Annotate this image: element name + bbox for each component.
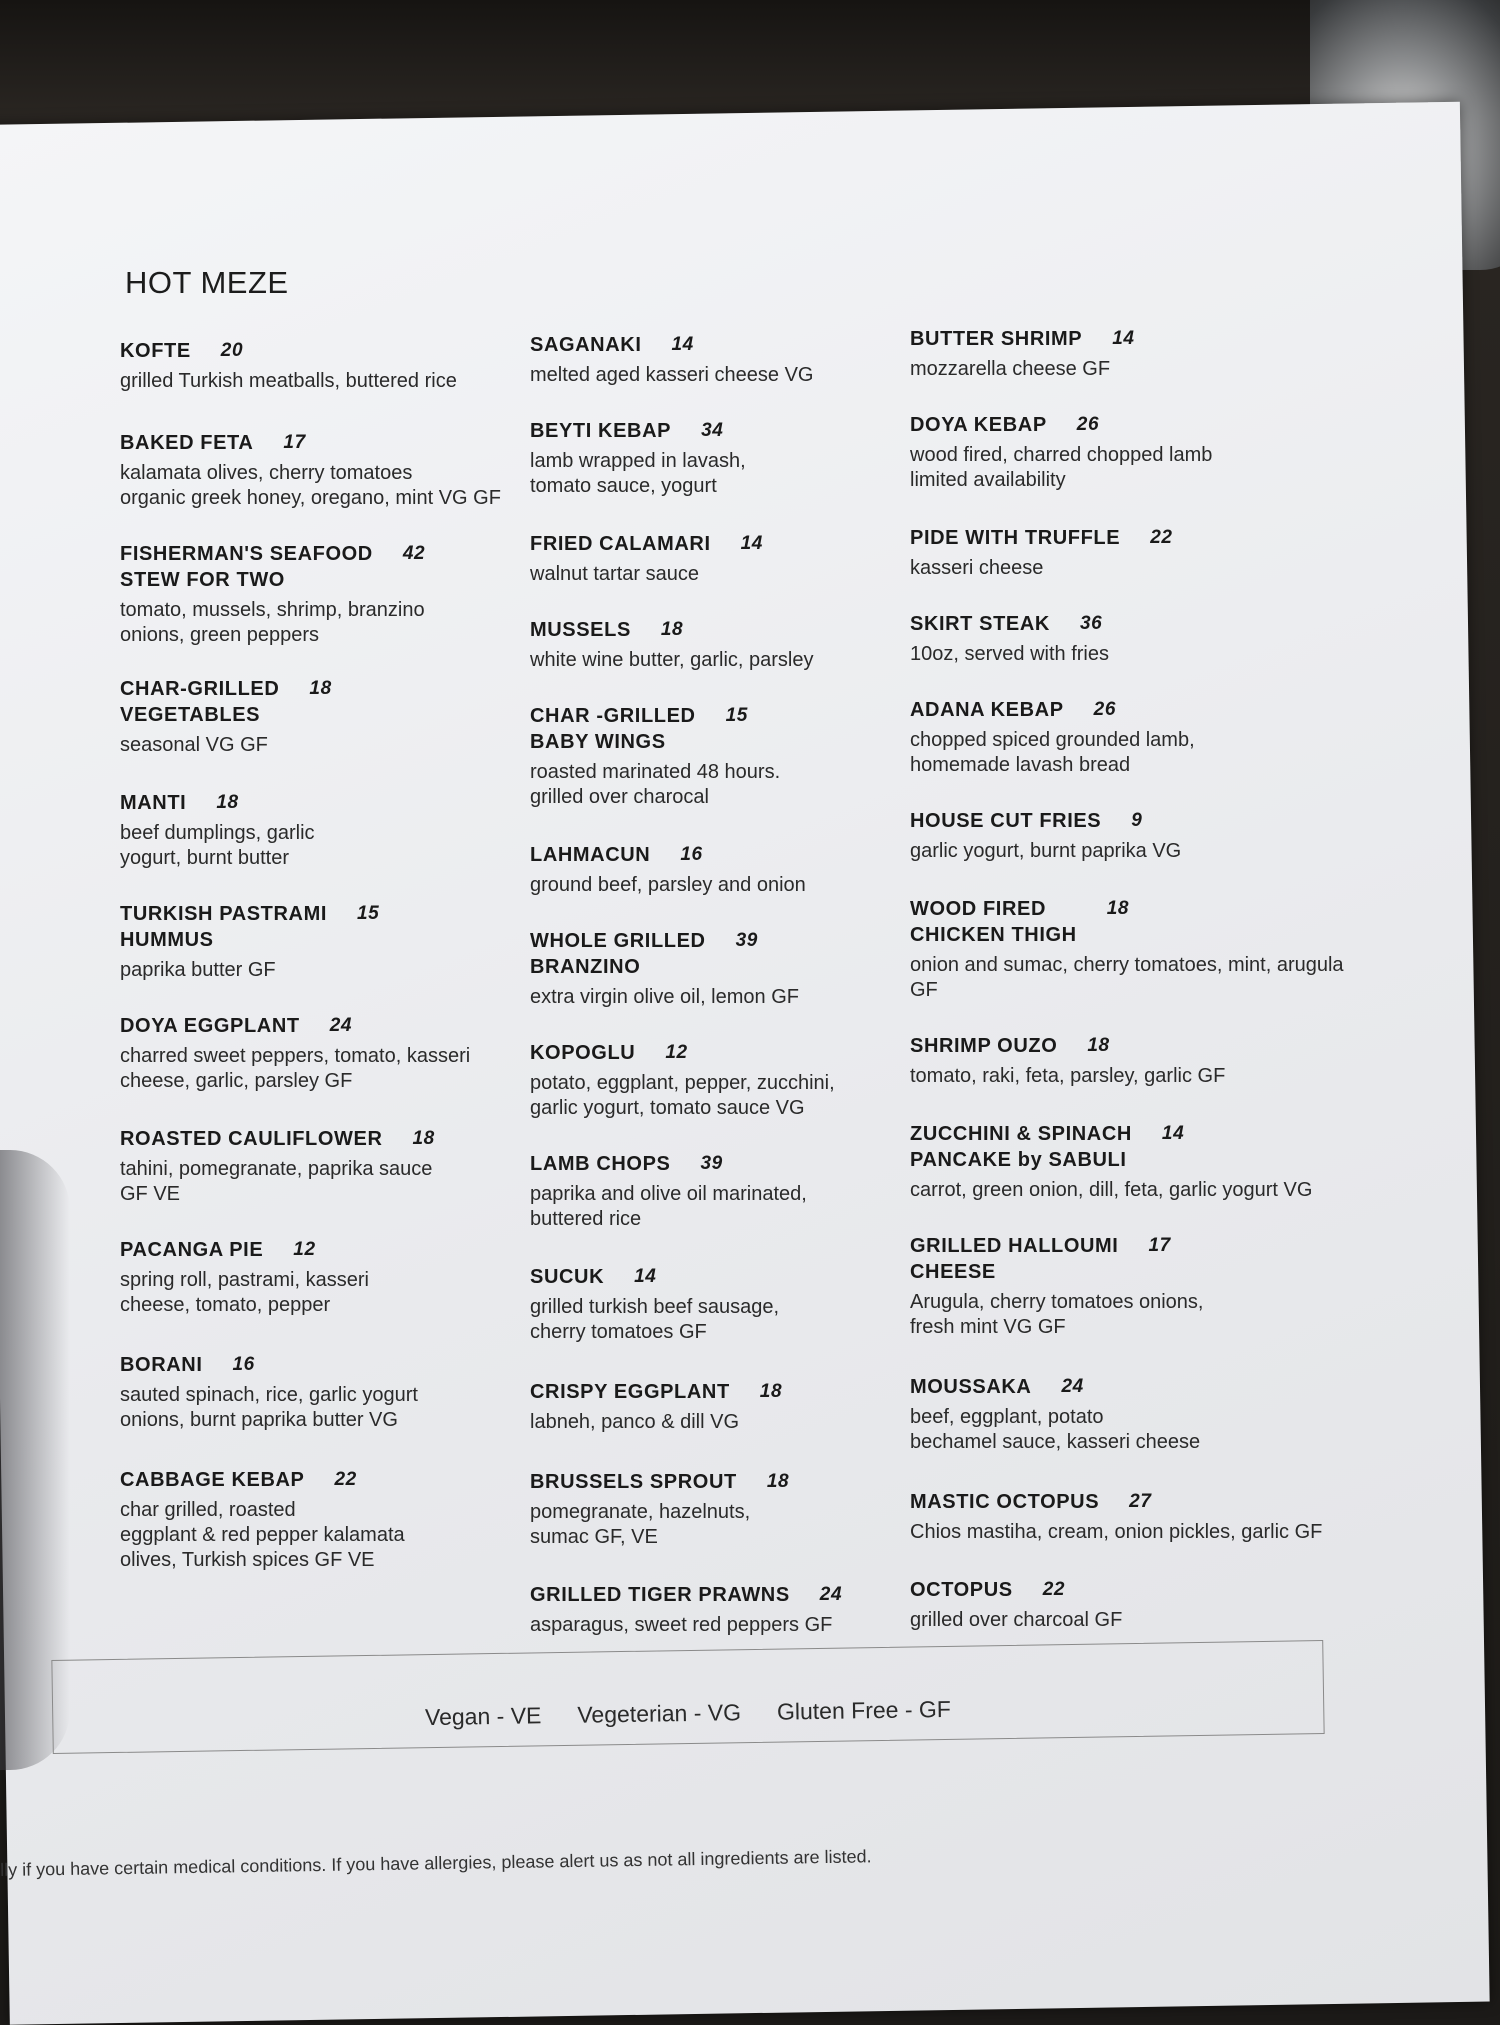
menu-item-description: Arugula, cherry tomatoes onions, fresh mint VG GF — [910, 1291, 1204, 1338]
menu-item — [910, 697, 1360, 778]
menu-item-header — [910, 808, 1360, 834]
menu-column-right — [910, 326, 1360, 1633]
menu-item-description: seasonal VG GF — [120, 734, 268, 756]
menu-item-header — [910, 1033, 1360, 1059]
menu-item-name: ADANA KEBAP — [910, 699, 1064, 721]
menu-item-description: grilled turkish beef sausage, cherry tomatoes GF — [530, 1296, 780, 1343]
menu-item-name: WOOD FIRED CHICKEN THIGH — [910, 898, 1077, 946]
menu-item-header — [910, 412, 1360, 438]
menu-item-price: 42 — [402, 543, 426, 564]
menu-item-description: 10oz, served with fries — [910, 643, 1109, 665]
menu-item — [910, 1121, 1360, 1203]
menu-item-header — [120, 1013, 570, 1039]
menu-item-name: SHRIMP OUZO — [910, 1035, 1058, 1057]
menu-item-description: ground beef, parsley and onion — [530, 874, 806, 896]
menu-item-description: charred sweet peppers, tomato, kasseri cheese, garlic, parsley GF — [120, 1045, 471, 1092]
menu-item-description: labneh, panco & dill VG — [530, 1411, 740, 1433]
menu-item-name: PIDE WITH TRUFFLE — [910, 527, 1121, 549]
menu-item-name: FISHERMAN'S SEAFOOD STEW FOR TWO — [120, 543, 373, 591]
menu-item-description: tomato, raki, feta, parsley, garlic GF — [910, 1065, 1226, 1087]
menu-item — [910, 896, 1360, 1003]
menu-item-header — [120, 541, 570, 593]
menu-item-price: 24 — [329, 1015, 353, 1036]
menu-item-name: ZUCCHINI & SPINACH PANCAKE by SABULI — [910, 1123, 1132, 1171]
menu-item-header — [120, 676, 570, 728]
legend-vegetarian: Vegeterian - VG — [577, 1699, 742, 1728]
menu-item-price: 22 — [334, 1469, 357, 1490]
menu-item-description: lamb wrapped in lavash, tomato sauce, yogurt — [530, 450, 746, 497]
menu-item-header — [120, 1237, 570, 1263]
menu-item-header — [910, 326, 1360, 352]
menu-item-header — [120, 338, 570, 364]
menu-item-name: CABBAGE KEBAP — [120, 1469, 305, 1491]
menu-item-description: potato, eggplant, pepper, zucchini, garlic yogurt, tomato sauce VG — [530, 1072, 835, 1119]
menu-item-name: DOYA EGGPLANT — [120, 1015, 300, 1037]
menu-item-name: OCTOPUS — [910, 1579, 1013, 1601]
menu-item-price: 34 — [701, 420, 724, 441]
menu-item-header — [120, 790, 570, 816]
menu-item-name: CHAR -GRILLED BABY WINGS — [530, 705, 696, 753]
menu-item-price: 14 — [740, 533, 763, 554]
menu-item — [910, 1489, 1360, 1545]
menu-item-description: Chios mastiha, cream, onion pickles, garlic GF — [910, 1521, 1323, 1543]
menu-item-price: 18 — [766, 1471, 790, 1492]
legend-gluten-free: Gluten Free - GF — [776, 1695, 952, 1725]
menu-item-price: 14 — [634, 1266, 657, 1287]
menu-item-description: carrot, green onion, dill, feta, garlic yogurt VG — [910, 1179, 1313, 1201]
menu-item — [120, 1126, 570, 1207]
menu-title: HOT MEZE — [125, 265, 289, 300]
menu-item-name: SKIRT STEAK — [910, 613, 1050, 635]
menu-item-description: kasseri cheese — [910, 557, 1044, 579]
menu-item-name: MOUSSAKA — [910, 1376, 1032, 1398]
menu-item-description: grilled Turkish meatballs, buttered rice — [120, 370, 457, 392]
menu-item-header — [120, 901, 570, 953]
menu-item-price: 16 — [680, 844, 703, 865]
menu-item-description: white wine butter, garlic, parsley — [530, 649, 814, 671]
menu-item — [120, 338, 570, 394]
allergy-footnote: lly if you have certain medical conditions. If you have allergies, please alert us as not all ingredients are listed. — [0, 1846, 872, 1880]
menu-item — [910, 525, 1360, 581]
menu-item-description: paprika and olive oil marinated, buttered rice — [530, 1183, 807, 1230]
menu-item-description: tahini, pomegranate, paprika sauce GF VE — [120, 1158, 433, 1205]
menu-item-price: 12 — [665, 1042, 688, 1063]
menu-item-description: extra virgin olive oil, lemon GF — [530, 986, 799, 1008]
menu-item-name: ROASTED CAULIFLOWER — [120, 1128, 383, 1150]
menu-item-name: SUCUK — [530, 1266, 605, 1288]
menu-item-price: 22 — [1042, 1579, 1066, 1600]
menu-item — [910, 611, 1360, 667]
menu-item-header — [910, 1577, 1360, 1603]
menu-item — [910, 1374, 1360, 1455]
menu-item-description: beef dumplings, garlic yogurt, burnt butter — [120, 822, 315, 869]
menu-item-price: 18 — [1087, 1035, 1110, 1056]
menu-item-price: 18 — [412, 1128, 435, 1149]
menu-item-header — [120, 1126, 570, 1152]
menu-item-name: GRILLED TIGER PRAWNS — [530, 1584, 790, 1606]
menu-item — [120, 430, 570, 511]
menu-item-description: wood fired, charred chopped lamb limited availability — [910, 444, 1213, 491]
menu-item-price: 27 — [1129, 1491, 1152, 1512]
menu-item-name: LAMB CHOPS — [530, 1153, 671, 1175]
dietary-legend-box — [51, 1640, 1324, 1754]
menu-item-name: LAHMACUN — [530, 844, 651, 866]
menu-item — [120, 676, 570, 758]
menu-item-name: BORANI — [120, 1354, 203, 1376]
menu-item-description: mozzarella cheese GF — [910, 358, 1111, 380]
menu-item-name: CRISPY EGGPLANT — [530, 1381, 730, 1403]
menu-item — [120, 1013, 570, 1094]
menu-item-description: spring roll, pastrami, kasseri cheese, tomato, pepper — [120, 1269, 369, 1316]
menu-item-price: 14 — [1161, 1123, 1185, 1144]
menu-item-name: FRIED CALAMARI — [530, 533, 711, 555]
menu-item-price: 15 — [725, 705, 748, 726]
menu-item-description: char grilled, roasted eggplant & red pepper kalamata olives, Turkish spices GF VE — [120, 1499, 405, 1571]
menu-item-name: HOUSE CUT FRIES — [910, 810, 1102, 832]
menu-item-description: grilled over charcoal GF — [910, 1609, 1123, 1631]
menu-item-name: TURKISH PASTRAMI HUMMUS — [120, 903, 328, 951]
menu-item — [910, 1577, 1360, 1633]
menu-item-description: walnut tartar sauce — [530, 563, 699, 585]
menu-item-header — [120, 1352, 570, 1378]
menu-item-name: KOFTE — [120, 340, 191, 362]
menu-item-description: melted aged kasseri cheese VG — [530, 364, 814, 386]
menu-item-description: kalamata olives, cherry tomatoes organic greek honey, oregano, mint VG GF — [120, 462, 501, 509]
menu-item-description: sauted spinach, rice, garlic yogurt onions, burnt paprika butter VG — [120, 1384, 418, 1431]
menu-item-header — [910, 896, 1360, 948]
menu-item-name: DOYA KEBAP — [910, 414, 1047, 436]
menu-item-price: 9 — [1131, 810, 1143, 831]
menu-item-name: SAGANAKI — [530, 334, 642, 356]
menu-item — [120, 790, 570, 871]
menu-item-price: 14 — [1112, 328, 1135, 349]
menu-item — [910, 412, 1360, 493]
menu-item-description: roasted marinated 48 hours. grilled over charocal — [530, 761, 781, 808]
menu-item-header — [910, 1489, 1360, 1515]
menu-item-description: chopped spiced grounded lamb, homemade lavash bread — [910, 729, 1195, 776]
menu-item-description: onion and sumac, cherry tomatoes, mint, arugula GF — [910, 954, 1344, 1001]
menu-item-name: MUSSELS — [530, 619, 631, 641]
menu-item-price: 18 — [759, 1381, 783, 1402]
menu-item-price: 18 — [660, 619, 684, 640]
menu-item-name: BEYTI KEBAP — [530, 420, 672, 442]
menu-item-header — [120, 430, 570, 456]
menu-item-name: PACANGA PIE — [120, 1239, 264, 1261]
menu-item-header — [910, 697, 1360, 723]
menu-item-price: 24 — [1061, 1376, 1084, 1397]
menu-item-price: 39 — [735, 930, 758, 951]
menu-item-description: garlic yogurt, burnt paprika VG — [910, 840, 1182, 862]
menu-item-price: 22 — [1150, 527, 1173, 548]
menu-item — [120, 1352, 570, 1433]
menu-item-name: BRUSSELS SPROUT — [530, 1471, 737, 1493]
menu-item-name: WHOLE GRILLED BRANZINO — [530, 930, 706, 978]
menu-item-header — [910, 1233, 1360, 1285]
menu-item-price: 39 — [700, 1153, 723, 1174]
menu-item-price: 36 — [1079, 613, 1103, 634]
menu-item — [910, 1233, 1360, 1340]
menu-column-left — [120, 338, 570, 1573]
menu-item-price: 18 — [216, 792, 239, 813]
menu-item-name: MANTI — [120, 792, 187, 814]
menu-item-price: 12 — [293, 1239, 316, 1260]
menu-item-description: paprika butter GF — [120, 959, 276, 981]
menu-item-price: 15 — [357, 903, 380, 924]
menu-item — [910, 1033, 1360, 1089]
menu-item — [910, 808, 1360, 864]
menu-item-price: 18 — [1106, 898, 1130, 919]
menu-item-price: 26 — [1093, 699, 1116, 720]
menu-item-name: GRILLED HALLOUMI CHEESE — [910, 1235, 1119, 1283]
menu-item-header — [910, 1374, 1360, 1400]
menu-item-price: 18 — [309, 678, 332, 699]
menu-item-price: 17 — [1148, 1235, 1171, 1256]
menu-item — [120, 901, 570, 983]
menu-item-description: beef, eggplant, potato bechamel sauce, kasseri cheese — [910, 1406, 1201, 1453]
menu-item-name: BUTTER SHRIMP — [910, 328, 1083, 350]
menu-item-price: 24 — [819, 1584, 843, 1605]
menu-item-price: 14 — [671, 334, 694, 355]
menu-item-name: CHAR-GRILLED VEGETABLES — [120, 678, 280, 726]
legend-vegan: Vegan - VE — [424, 1702, 542, 1731]
menu-item-price: 26 — [1076, 414, 1100, 435]
menu-item-header — [910, 525, 1360, 551]
menu-item-name: MASTIC OCTOPUS — [910, 1491, 1100, 1513]
menu-item-name: BAKED FETA — [120, 432, 254, 454]
menu-item-price: 20 — [220, 340, 244, 361]
menu-item-price: 17 — [283, 432, 306, 453]
menu-item-name: KOPOGLU — [530, 1042, 636, 1064]
menu-item — [120, 1237, 570, 1318]
menu-item-description: tomato, mussels, shrimp, branzino onions, green peppers — [120, 599, 425, 646]
menu-item — [910, 326, 1360, 382]
menu-item-header — [910, 611, 1360, 637]
menu-item-header — [120, 1467, 570, 1493]
menu-item-description: pomegranate, hazelnuts, sumac GF, VE — [530, 1501, 751, 1548]
menu-item-description: asparagus, sweet red peppers GF — [530, 1614, 833, 1636]
menu-item-header — [910, 1121, 1360, 1173]
menu-item — [120, 1467, 570, 1573]
menu-item — [120, 541, 570, 648]
menu-item-price: 16 — [232, 1354, 255, 1375]
